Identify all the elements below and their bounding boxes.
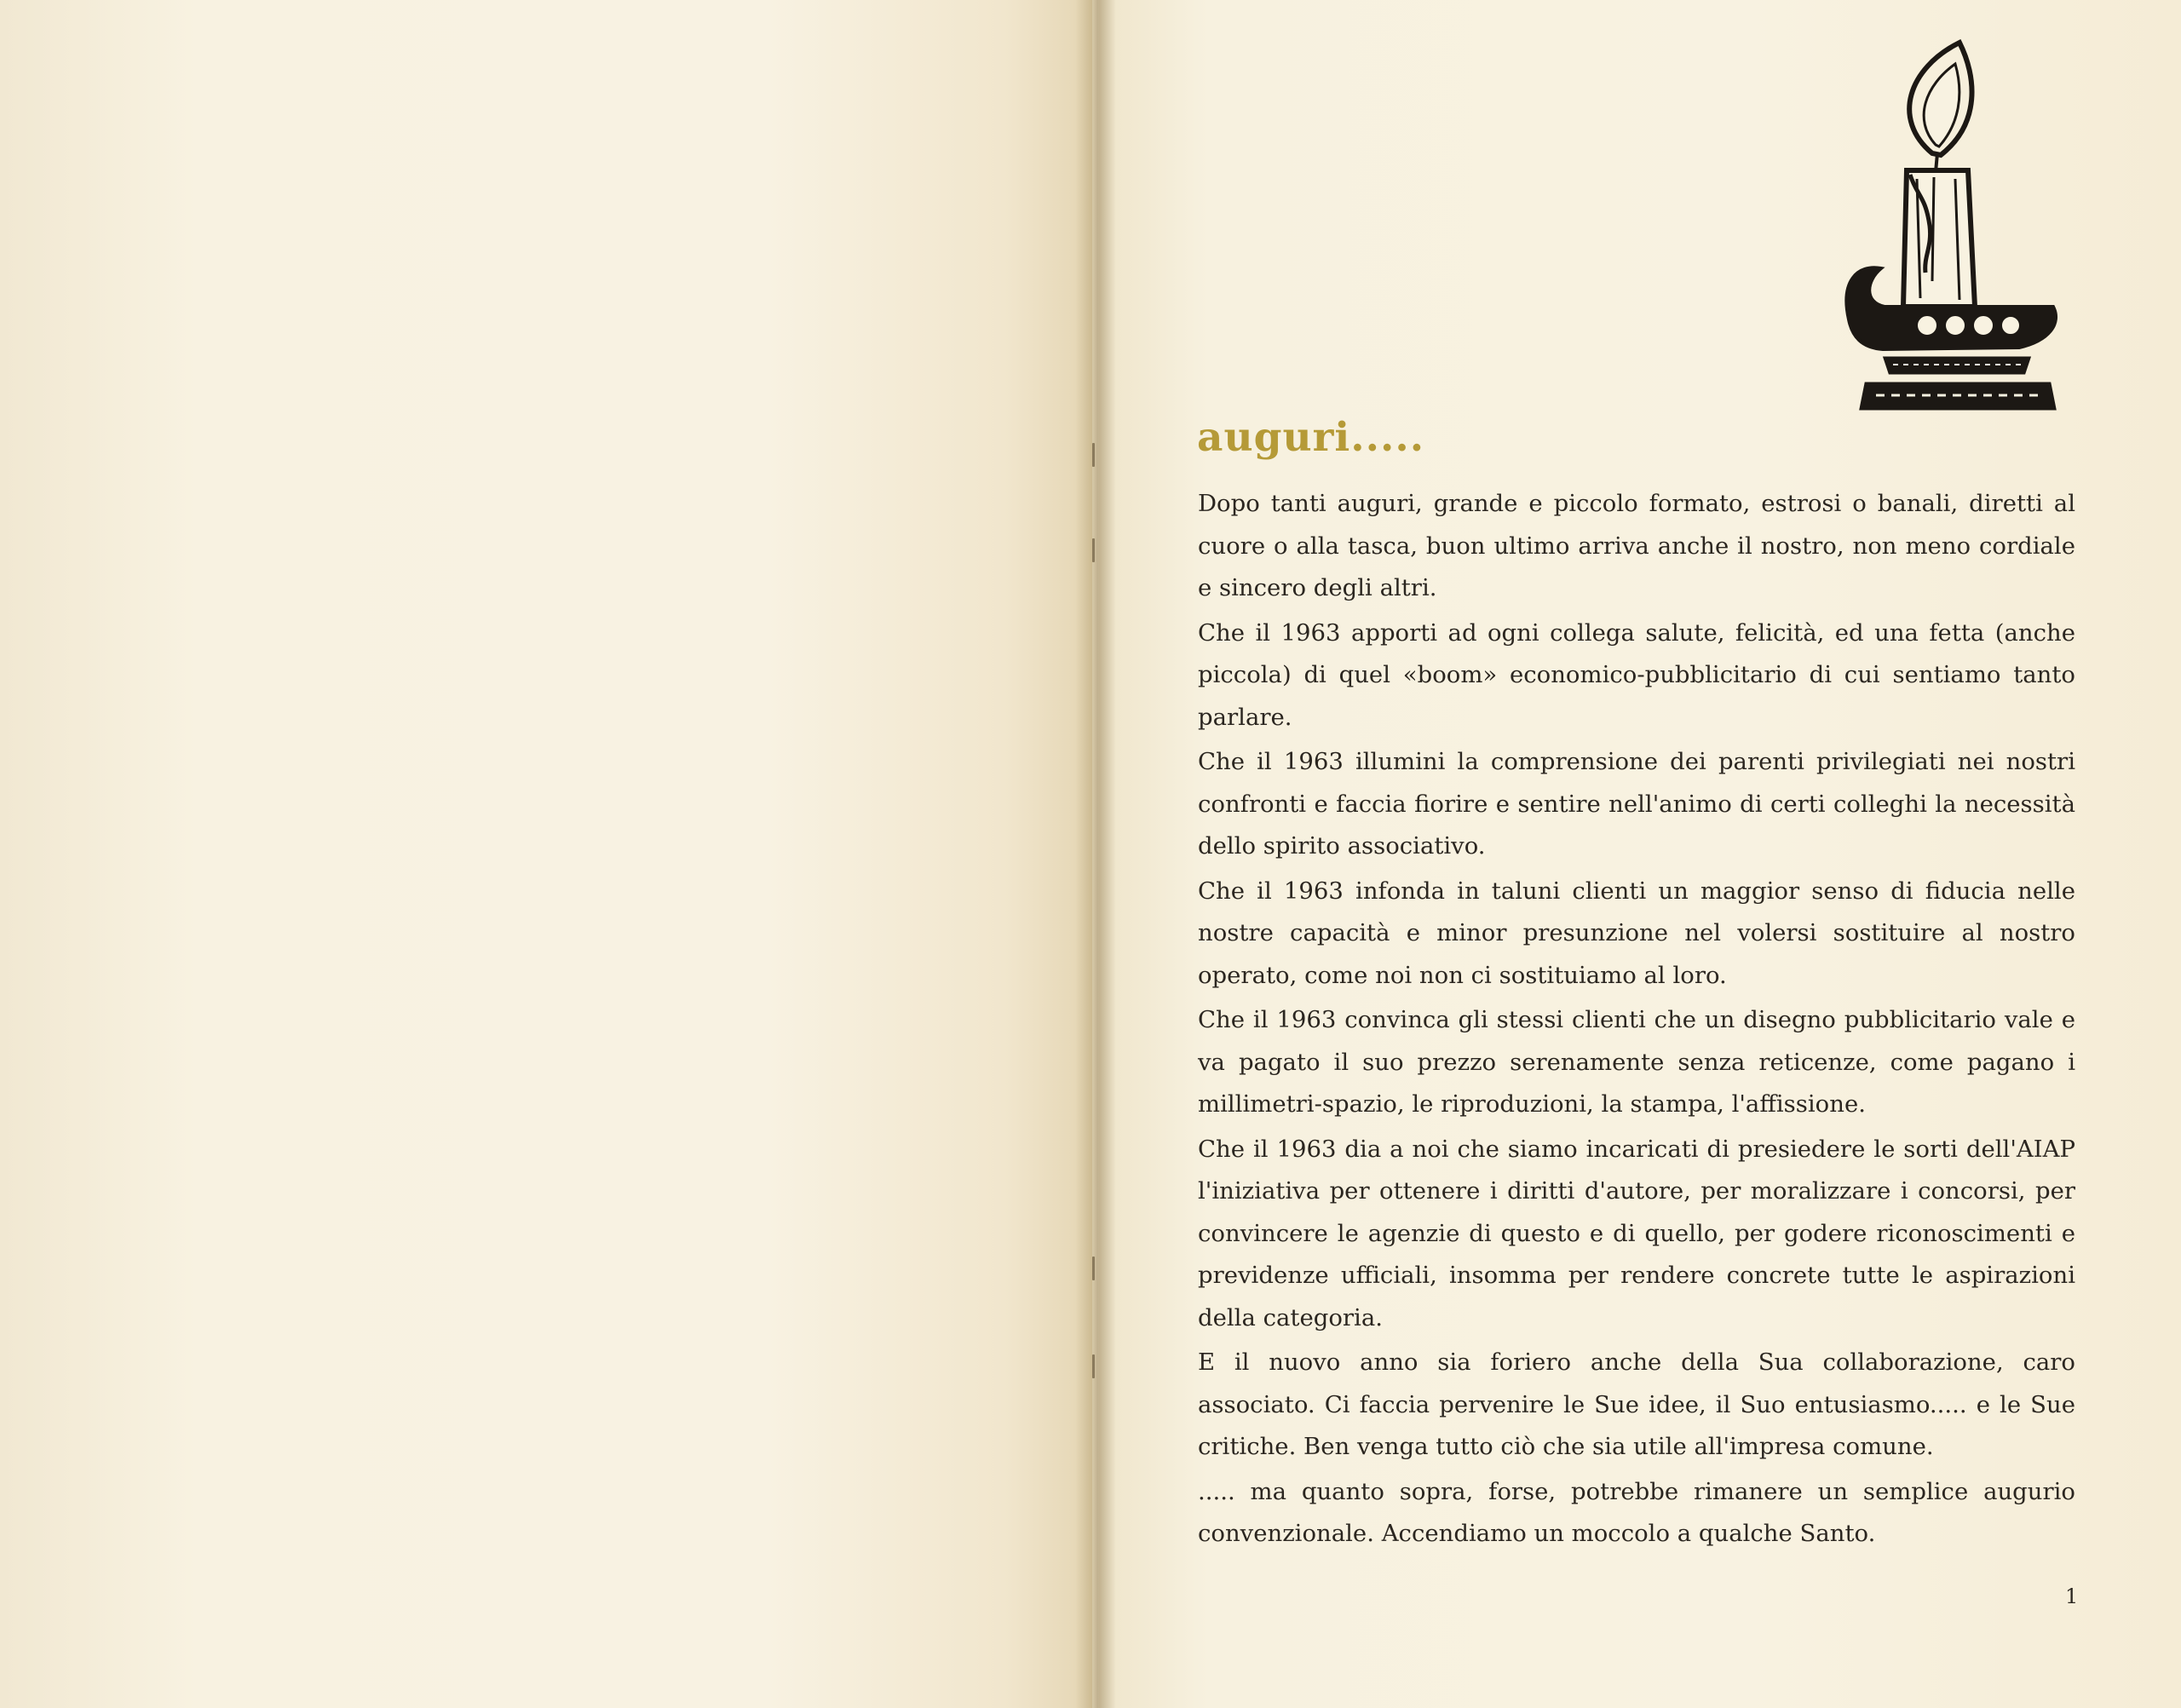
paragraph: Che il 1963 apporti ad ogni collega salute, felicità, ed una fetta (anche piccola) di quel «boom» economico-pubblicitario di cui sentiamo tanto parlare. — [1198, 618, 2075, 731]
binding-staple — [1092, 1257, 1095, 1280]
spine-gutter — [1075, 0, 1116, 1708]
paragraph: Che il 1963 dia a noi che siamo incaricati di presiedere le sorti dell'AIAP l'iniziativa per ottenere i diritti d'autore, per moralizzare i concorsi, per convincere le agenzie di questo e di quello, per godere riconoscimenti e previdenze ufficiali, insomma per rendere concrete tutte le aspirazioni della categoria. — [1198, 1135, 2075, 1331]
page-number: 1 — [2065, 1584, 2079, 1608]
paragraph: E il nuovo anno sia foriero anche della Sua collaborazione, caro associato. Ci faccia pervenire le Sue idee, il Suo entusiasmo..... e le Sue critiche. Ben venga tutto ciò che sia utile all'impresa comune. — [1198, 1349, 2075, 1460]
binding-staple — [1092, 538, 1095, 562]
paragraph: Che il 1963 illumini la comprensione dei parenti privilegiati nei nostri confronti e faccia fiorire e sentire nell'animo di certi colleghi la necessità dello spirito associativo. — [1198, 748, 2075, 860]
paragraph: Che il 1963 infonda in taluni clienti un maggior senso di fiducia nelle nostre capacità e minor presunzione nel volersi sostituire al nostro operato, come noi non ci sostituiamo al loro. — [1198, 877, 2075, 989]
body-text — [1198, 483, 2075, 1558]
candle-illustration — [1832, 26, 2070, 417]
paragraph: Dopo tanti auguri, grande e piccolo formato, estrosi o banali, diretti al cuore o alla tasca, buon ultimo arriva anche il nostro, non meno cordiale e sincero degli altri. — [1198, 490, 2075, 601]
page-title: auguri..... — [1197, 414, 1425, 461]
paragraph: Che il 1963 convinca gli stessi clienti che un disegno pubblicitario vale e va pagato il suo prezzo serenamente senza reticenze, come pagano i millimetri-spazio, le riproduzioni, la stampa, l'affissione. — [1198, 1006, 2075, 1118]
paragraph: ..... ma quanto sopra, forse, potrebbe rimanere un semplice augurio convenzionale. Accendiamo un moccolo a qualche Santo. — [1198, 1477, 2075, 1547]
binding-staple — [1092, 443, 1095, 467]
binding-staple — [1092, 1354, 1095, 1378]
